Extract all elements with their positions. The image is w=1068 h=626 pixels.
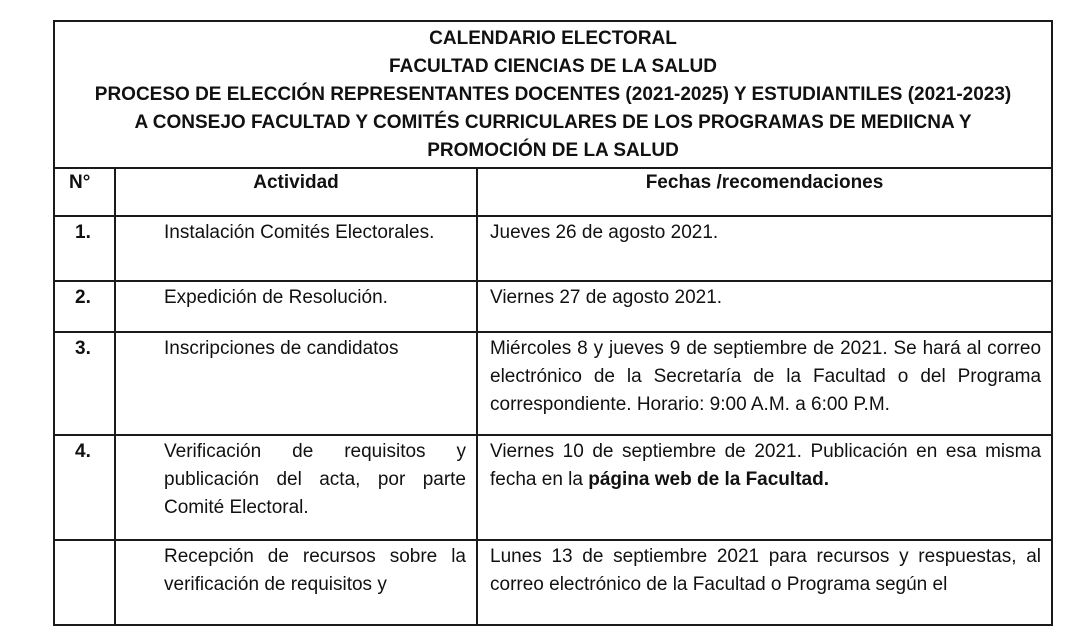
row-activity: Verificación de requisitos y publicación del acta, por parte Comité Electoral. — [115, 435, 477, 540]
row-dates: Lunes 13 de septiembre 2021 para recursos y respuestas, al correo electrónico de la Facultad o Programa según el — [477, 540, 1052, 625]
column-header-activity: Actividad — [115, 168, 477, 216]
table-row — [54, 281, 1052, 332]
electoral-calendar-table — [53, 20, 1053, 626]
title-line-1: CALENDARIO ELECTORAL — [429, 28, 677, 49]
document-page — [53, 20, 1051, 626]
column-header-number: N° — [54, 168, 115, 216]
row-dates-text: Viernes 10 de septiembre de 2021. Publicación en esa misma fecha en la — [490, 441, 1042, 490]
calendar-title — [54, 21, 1052, 168]
row-dates: Jueves 26 de agosto 2021. — [477, 216, 1052, 281]
title-line-4: A CONSEJO FACULTAD Y COMITÉS CURRICULARES DE LOS PROGRAMAS DE MEDIICNA Y PROMOCIÓN DE LA SALUD — [134, 112, 972, 161]
row-dates — [477, 435, 1052, 540]
table-row — [54, 435, 1052, 540]
row-number: 3. — [54, 332, 115, 435]
title-line-2: FACULTAD CIENCIAS DE LA SALUD — [389, 56, 717, 77]
table-row — [54, 332, 1052, 435]
table-row — [54, 540, 1052, 625]
column-header-row — [54, 168, 1052, 216]
title-line-3: PROCESO DE ELECCIÓN REPRESENTANTES DOCENTES (2021-2025) Y ESTUDIANTILES (2021-2023) — [94, 84, 1012, 105]
row-activity: Expedición de Resolución. — [115, 281, 477, 332]
title-row — [54, 21, 1052, 168]
table-row — [54, 216, 1052, 281]
facultad-web-page-link-text: página web de la Facultad. — [588, 469, 829, 490]
row-activity: Recepción de recursos sobre la verificación de requisitos y — [115, 540, 477, 625]
row-dates: Miércoles 8 y jueves 9 de septiembre de 2021. Se hará al correo electrónico de la Secretaría de la Facultad o del Programa correspondiente. Horario: 9:00 A.M. a 6:00 P.M. — [477, 332, 1052, 435]
row-number: 4. — [54, 435, 115, 540]
row-number: 1. — [54, 216, 115, 281]
column-header-dates: Fechas /recomendaciones — [477, 168, 1052, 216]
row-number: 2. — [54, 281, 115, 332]
row-activity: Inscripciones de candidatos — [115, 332, 477, 435]
row-number — [54, 540, 115, 625]
row-activity: Instalación Comités Electorales. — [115, 216, 477, 281]
row-dates: Viernes 27 de agosto 2021. — [477, 281, 1052, 332]
